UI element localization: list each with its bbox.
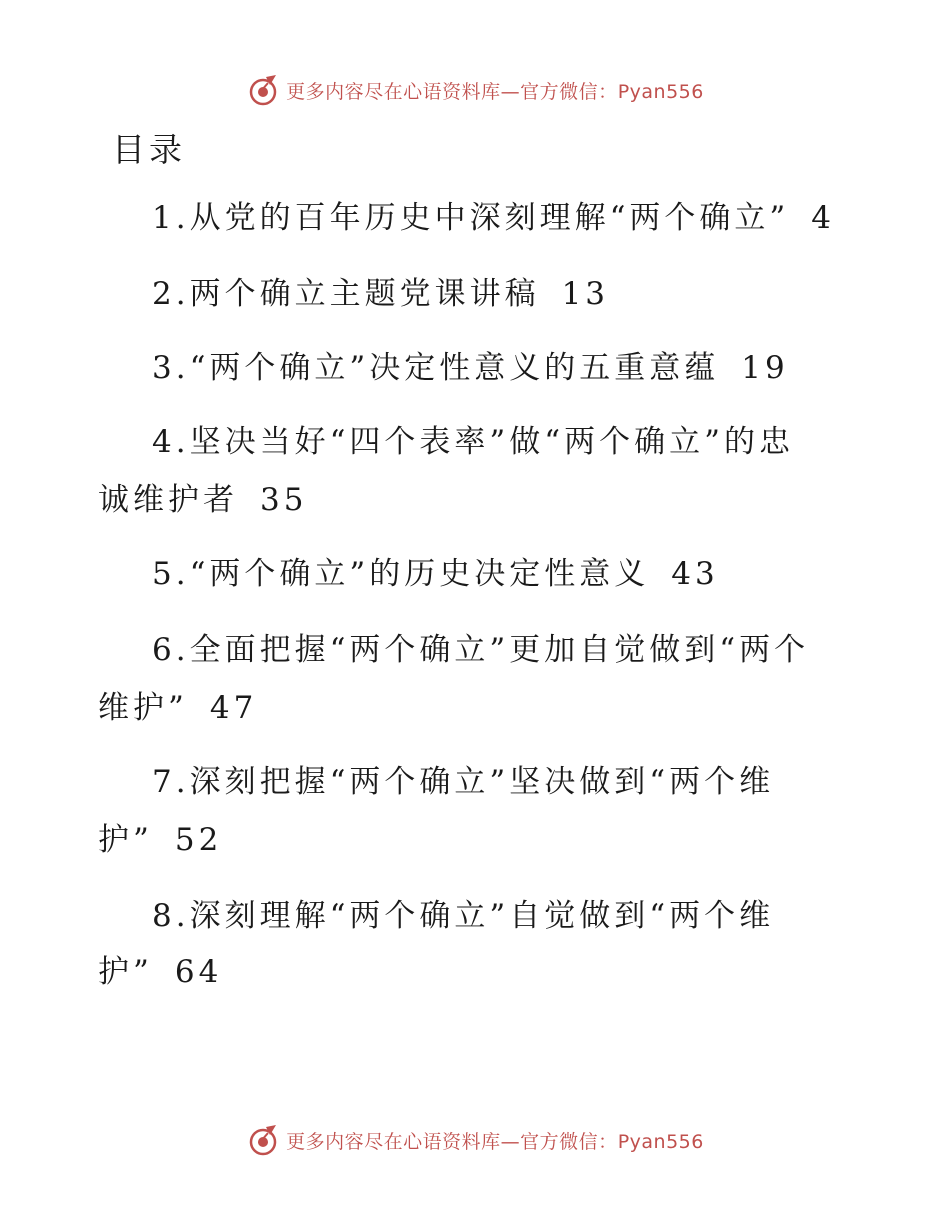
toc-page-number: 43: [671, 556, 719, 592]
toc-item-8[interactable]: 8.深刻理解“两个确立”自觉做到“两个维: [152, 898, 775, 934]
toc-page-number: 64: [174, 954, 223, 990]
toc-page-number: 35: [260, 482, 308, 518]
quill-logo-icon: [246, 73, 280, 107]
watermark-text: 更多内容尽在心语资料库—官方微信：Pyan556: [286, 80, 704, 103]
toc-item-4-continuation[interactable]: 诚维护者 35: [98, 482, 308, 518]
toc-item-3[interactable]: 3.“两个确立”决定性意义的五重意蕴 19: [152, 350, 789, 386]
toc-item-6-continuation[interactable]: 维护” 47: [98, 690, 258, 726]
toc-item-5[interactable]: 5.“两个确立”的历史决定性意义 43: [152, 556, 719, 592]
toc-page-number: 13: [561, 276, 610, 312]
header-watermark: [0, 70, 950, 110]
quill-logo-icon: [246, 1123, 280, 1157]
toc-item-1[interactable]: 1.从党的百年历史中深刻理解“两个确立” 4: [152, 200, 836, 236]
toc-item-7[interactable]: 7.深刻把握“两个确立”坚决做到“两个维: [152, 764, 775, 800]
toc-page-number: 52: [174, 822, 223, 858]
watermark-text: 更多内容尽在心语资料库—官方微信：Pyan556: [286, 1130, 704, 1153]
toc-item-6[interactable]: 6.全面把握“两个确立”更加自觉做到“两个: [152, 632, 810, 668]
toc-item-4[interactable]: 4.坚决当好“四个表率”做“两个确立”的忠: [152, 424, 794, 460]
toc-item-2[interactable]: 2.两个确立主题党课讲稿 13: [152, 276, 610, 312]
toc-page-number: 47: [209, 690, 258, 726]
toc-title: 目录: [112, 130, 186, 169]
toc-item-8-continuation[interactable]: 护” 64: [98, 954, 223, 990]
toc-item-7-continuation[interactable]: 护” 52: [98, 822, 223, 858]
toc-page-number: 19: [741, 350, 789, 386]
toc-page-number: 4: [811, 200, 836, 236]
footer-watermark: [0, 1120, 950, 1160]
